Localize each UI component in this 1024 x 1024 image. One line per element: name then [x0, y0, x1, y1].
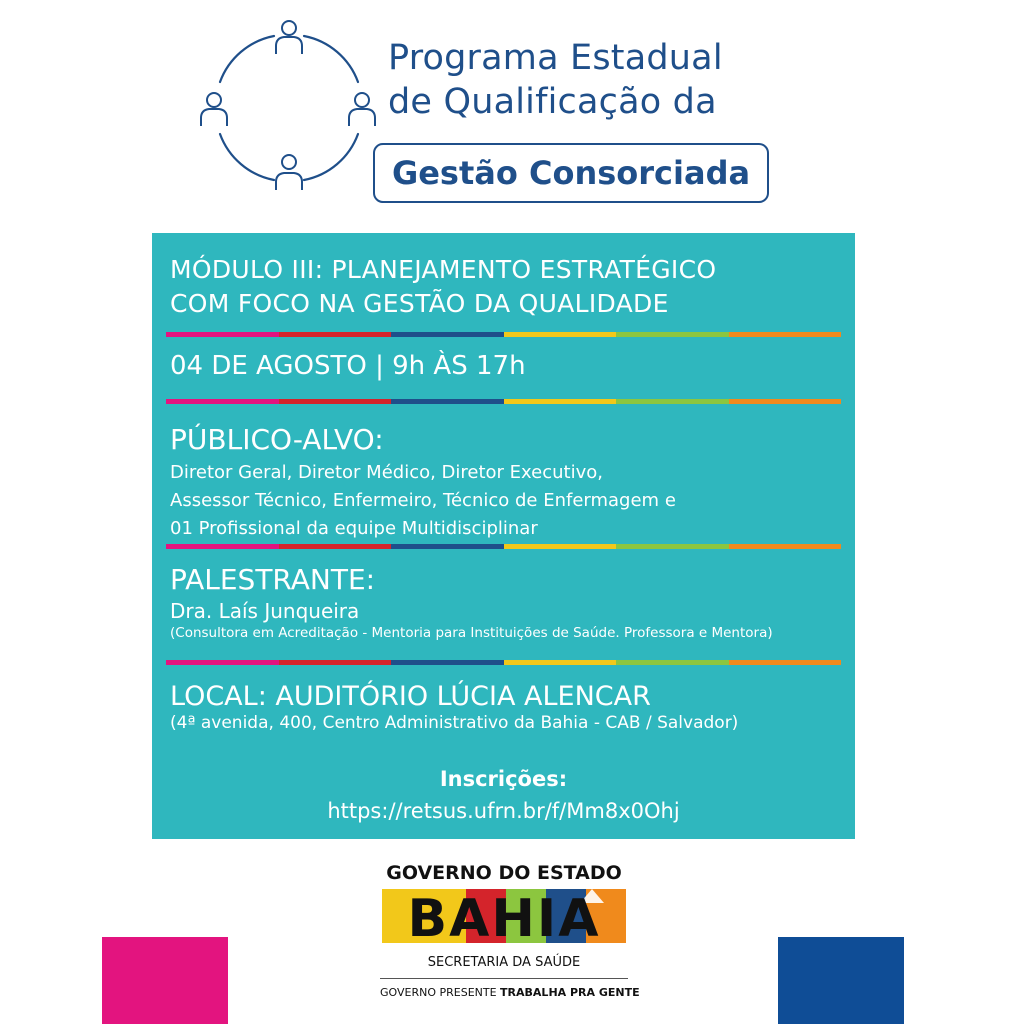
registration-label: Inscrições:	[439, 767, 568, 791]
svg-text:BAHIA: BAHIA	[407, 889, 601, 943]
event-date: 04 DE AGOSTO | 9h ÀS 17h	[170, 351, 526, 381]
color-divider	[166, 399, 841, 404]
people-circle-icon	[196, 14, 382, 200]
color-divider	[166, 332, 841, 337]
registration-link[interactable]: https://retsus.ufrn.br/f/Mm8x0Ohj	[327, 799, 680, 823]
person-icon	[349, 93, 375, 126]
program-title-box: Gestão Consorciada	[373, 143, 769, 203]
government-title: GOVERNO DO ESTADO	[386, 862, 622, 884]
speaker-description: (Consultora em Acreditação - Mentoria para Instituições de Saúde. Professora e Mentora)	[170, 625, 773, 641]
event-info-panel	[152, 233, 855, 839]
secretaria-label: SECRETARIA DA SAÚDE	[427, 955, 581, 970]
module-title-line-2: COM FOCO NA GESTÃO DA QUALIDADE	[170, 289, 669, 318]
slogan-bold: TRABALHA PRA GENTE	[500, 986, 640, 999]
pink-decorative-block	[102, 937, 228, 1024]
audience-line: Assessor Técnico, Enfermeiro, Técnico de Enfermagem e	[170, 490, 676, 511]
audience-line: Diretor Geral, Diretor Médico, Diretor Executivo,	[170, 462, 603, 483]
blue-decorative-block	[778, 937, 904, 1024]
bahia-logo	[382, 889, 626, 943]
program-title-line-2: de Qualificação da	[388, 82, 717, 122]
speaker-name: Dra. Laís Junqueira	[170, 599, 360, 623]
person-icon	[201, 93, 227, 126]
footer-divider	[380, 978, 628, 979]
slogan-regular: GOVERNO PRESENTE	[380, 986, 501, 999]
person-icon	[276, 155, 302, 190]
color-divider	[166, 660, 841, 665]
program-title-line-1: Programa Estadual	[388, 38, 723, 78]
audience-heading: PÚBLICO-ALVO:	[170, 423, 384, 456]
speaker-heading: PALESTRANTE:	[170, 563, 376, 596]
location-heading: LOCAL: AUDITÓRIO LÚCIA ALENCAR	[170, 681, 651, 712]
program-title	[388, 36, 723, 124]
module-title	[170, 253, 716, 321]
location-address: (4ª avenida, 400, Centro Administrativo da Bahia - CAB / Salvador)	[170, 713, 739, 733]
audience-list	[170, 459, 676, 543]
person-icon	[276, 21, 302, 54]
government-slogan	[380, 986, 640, 999]
module-title-line-1: MÓDULO III: PLANEJAMENTO ESTRATÉGICO	[170, 255, 717, 284]
audience-line: 01 Profissional da equipe Multidisciplinar	[170, 518, 538, 539]
color-divider	[166, 544, 841, 549]
